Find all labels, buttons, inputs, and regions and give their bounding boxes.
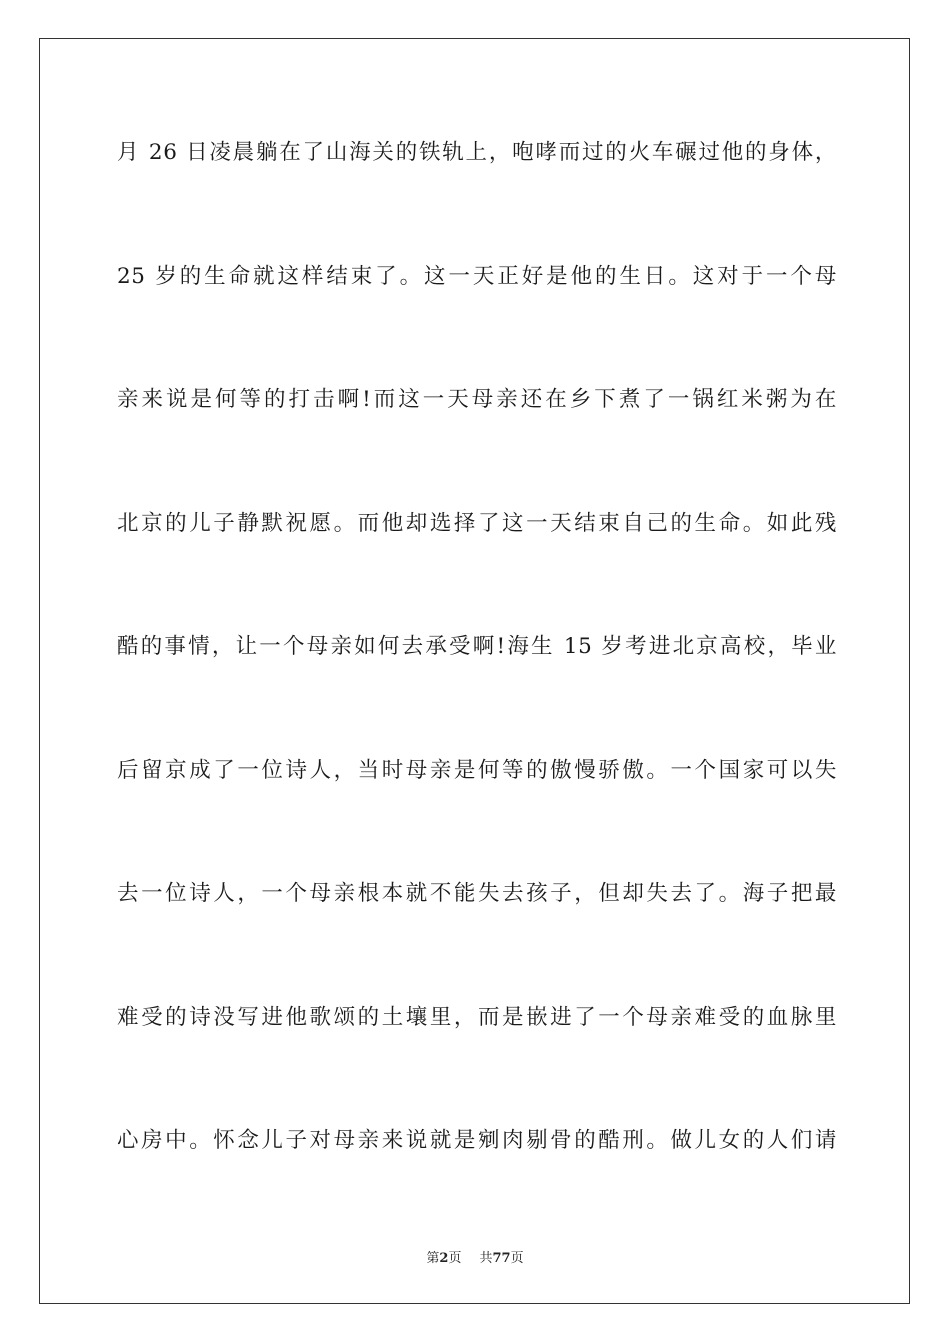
text-line: 月 26 日凌晨躺在了山海关的铁轨上，咆哮而过的火车碾过他的身体， — [117, 140, 837, 165]
text-line: 酷的事情，让一个母亲如何去承受啊!海生 15 岁考进北京高校，毕业 — [117, 634, 837, 659]
total-suffix: 页 — [510, 1251, 524, 1266]
total-prefix: 共 — [479, 1251, 493, 1266]
page-footer — [0, 1247, 950, 1266]
page-prefix: 第 — [426, 1251, 440, 1266]
text-line: 去一位诗人，一个母亲根本就不能失去孩子，但却失去了。海子把最 — [117, 881, 837, 906]
page-number: 2 — [439, 1251, 449, 1266]
document-body — [117, 122, 837, 1234]
text-line: 后留京成了一位诗人，当时母亲是何等的傲慢骄傲。一个国家可以失 — [117, 757, 837, 783]
text-line: 心房中。怀念儿子对母亲来说就是剜肉剔骨的酷刑。做儿女的人们请 — [117, 1128, 837, 1153]
text-line: 难受的诗没写进他歌颂的土壤里，而是嵌进了一个母亲难受的血脉里 — [117, 1004, 837, 1030]
total-pages: 77 — [492, 1251, 511, 1266]
text-line: 亲来说是何等的打击啊!而这一天母亲还在乡下煮了一锅红米粥为在 — [117, 387, 837, 412]
page-suffix: 页 — [448, 1251, 462, 1266]
text-line: 25 岁的生命就这样结束了。这一天正好是他的生日。这对于一个母 — [117, 263, 837, 289]
text-line: 北京的儿子静默祝愿。而他却选择了这一天结束自己的生命。如此残 — [117, 510, 837, 536]
